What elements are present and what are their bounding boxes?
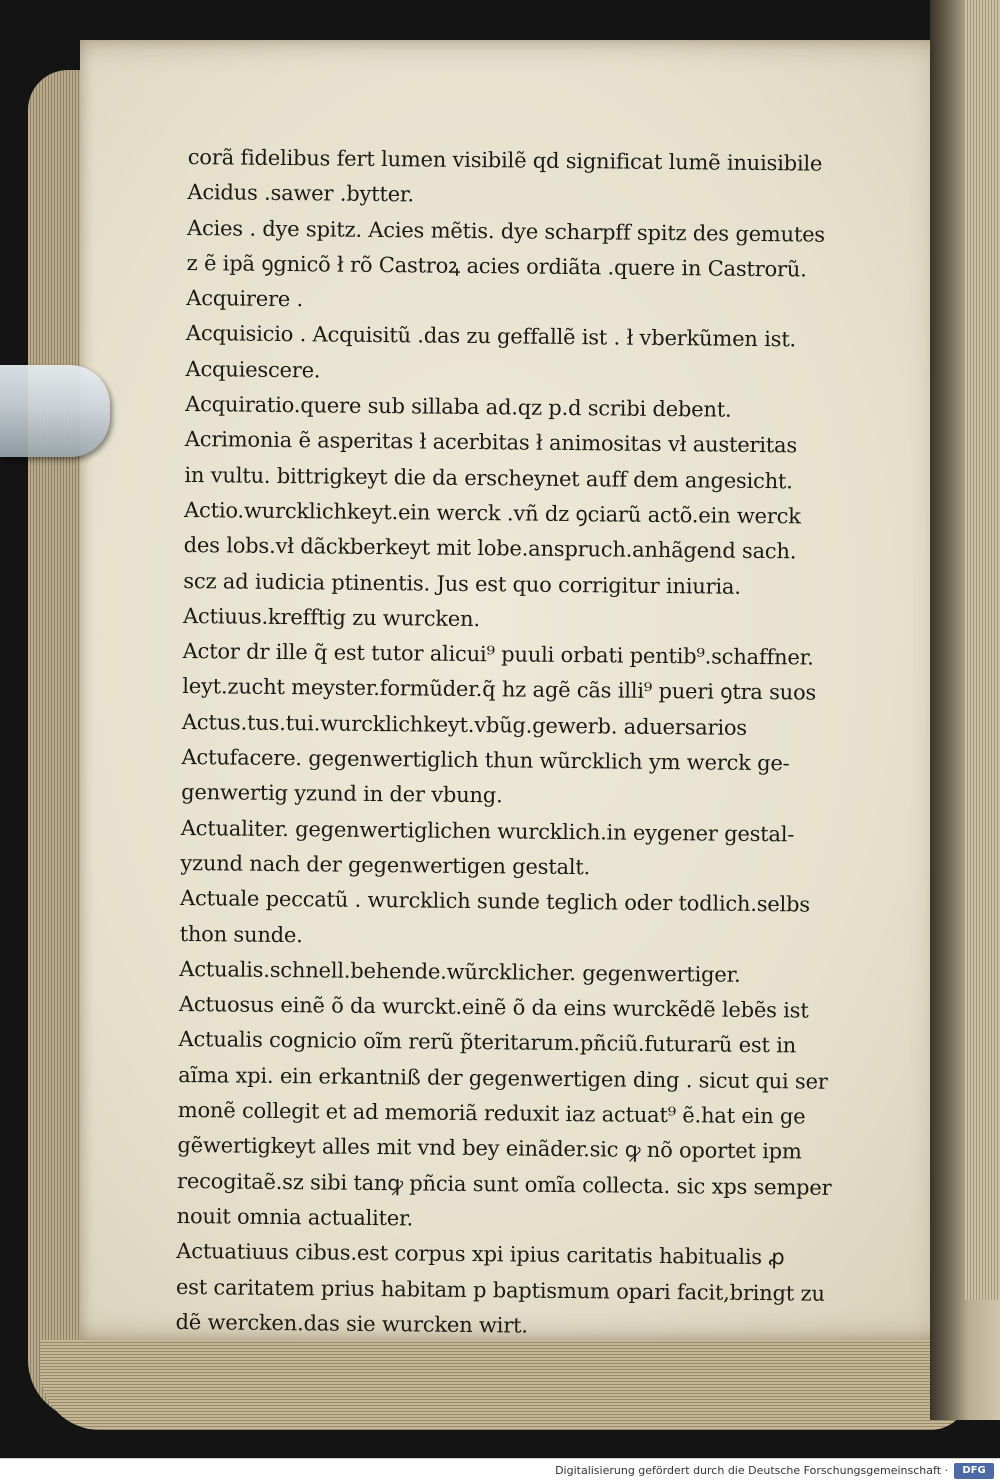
text-line: Acidus .sawer .bytter. — [187, 180, 415, 207]
page-block-bottom-edge — [40, 1340, 970, 1430]
page-clip — [0, 365, 110, 457]
text-line: yzund nach der gegenwertigen gestalt. — [180, 850, 591, 880]
text-line: genwertig yzund in der vbung. — [181, 780, 503, 808]
incunable-text — [175, 140, 888, 1347]
text-line: Acquirere . — [186, 286, 304, 312]
text-line: Actio.wurcklichkeyt.ein werck .vñ dz ꝯciarũ actõ.ein werck — [184, 497, 801, 529]
text-line: dẽ wercken.das sie wurcken wirt. — [175, 1309, 528, 1338]
text-line: Actufacere. gegenwertiglich thun wũrcklich ym werck ge- — [181, 745, 790, 776]
text-line: Actiuus.krefftig zu wurcken. — [182, 603, 481, 631]
text-line: monẽ collegit et ad memoriã reduxit iaz actuat⁹ ẽ.hat ein ge — [177, 1097, 806, 1129]
text-line: scz ad iudicia ptinentis. Jus est quo corrigitur iniuria. — [183, 568, 741, 599]
text-line: thon sunde. — [179, 921, 303, 947]
text-line: Actuosus einẽ õ da wurckt.einẽ õ da eins wurckẽdẽ lebẽs ist — [178, 992, 809, 1023]
text-line: Acquiratio.quere sub sillaba ad.qz p.d scribi debent. — [185, 392, 732, 422]
text-line: in vultu. bittrigkeyt die da erscheynet auff dem angesicht. — [184, 462, 793, 494]
text-line: des lobs.vł dãckberkeyt mit lobe.anspruch.anhãgend sach. — [183, 533, 797, 564]
text-line: Actus.tus.tui.wurcklichkeyt.vbũg.gewerb. aduersarios — [181, 709, 748, 740]
funding-credit: Digitalisierung gefördert durch die Deutsche Forschungsgemeinschaft · — [555, 1464, 948, 1477]
text-line: recogitaẽ.sz sibi tanꝙ pñcia sunt omĩa collecta. sic xps semper — [176, 1168, 832, 1200]
text-line: Acquisicio . Acquisitũ .das zu geffallẽ ist . ł vberkũmen ist. — [185, 321, 797, 352]
page-block-left-edge — [28, 70, 88, 1420]
text-line: corã fidelibus fert lumen visibilẽ qd significat lumẽ inuisibile — [187, 144, 823, 176]
text-line: Acies . dye spitz. Acies mẽtis. dye scharpff spitz des gemutes — [186, 215, 826, 247]
text-line: aĩma xpi. ein erkantniß der gegenwertigen ding . sicut qui ser — [178, 1062, 828, 1094]
text-line: est caritatem prius habitam p baptismum opari facit,bringt zu — [175, 1274, 825, 1306]
text-line: gẽwertigkeyt alles mit vnd bey einãder.sic ꝙ nõ oportet ipm — [177, 1133, 802, 1164]
text-line: leyt.zucht meyster.formũder.q̃ hz agẽ cãs illi⁹ pueri ꝯtra suos — [182, 674, 817, 706]
text-line: z ẽ ipã ꝯgnicõ ł rõ Castroꝝ acies ordiãta .quere in Castrorũ. — [186, 250, 807, 282]
text-line: Actualiter. gegenwertiglichen wurcklich.in eygener gestal- — [180, 815, 795, 847]
text-line: Acquiescere. — [185, 356, 321, 383]
text-line: Actualis cognicio oĩm rerũ p̃teritarum.pñciũ.futurarũ est in — [178, 1027, 797, 1058]
text-line: Actuale peccatũ . wurcklich sunde teglich oder todlich.selbs — [179, 886, 811, 917]
text-line: Actualis.schnell.behende.wũrcklicher. gegenwertiger. — [179, 956, 741, 987]
text-line: nouit omnia actualiter. — [176, 1203, 414, 1231]
text-line: Actuatiuus cibus.est corpus xpi ipius caritatis habitualis ꝓ — [176, 1239, 785, 1270]
text-line: Actor dr ille q̃ est tutor alicui⁹ puuli orbati pentib⁹.schaffner. — [182, 639, 814, 670]
dfg-logo: DFG — [954, 1463, 994, 1479]
facing-page-edge — [965, 0, 1000, 1300]
footer-bar — [0, 1458, 1000, 1484]
text-line: Acrimonia ẽ asperitas ł acerbitas ł animositas vł austeritas — [184, 427, 798, 458]
